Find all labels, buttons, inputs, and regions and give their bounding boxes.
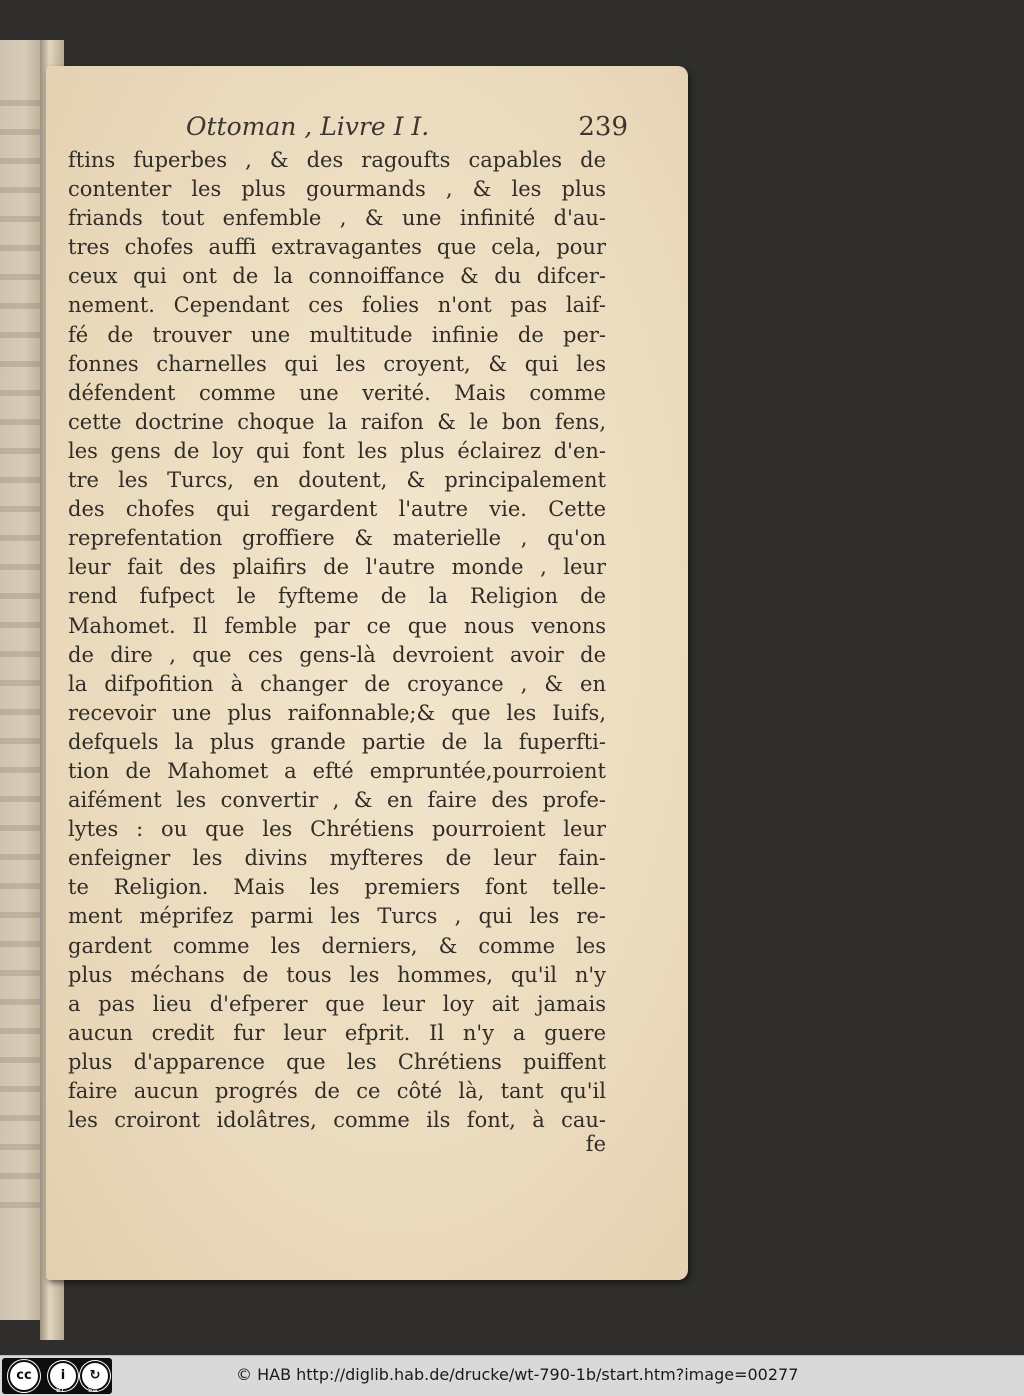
text-line: cette doctrine choque la raifon & le bon fens, [68,409,606,434]
facing-page-edge [0,40,44,1320]
text-line: ceux qui ont de la connoiffance & du difcer- [68,264,606,289]
share-alike-icon: ↻ [80,1361,110,1391]
catchword: fe [585,1132,606,1156]
book-page [46,66,688,1280]
creative-commons-icon: cc [8,1360,40,1392]
facing-page-text-bleed [0,100,40,1220]
text-line: fé de trouver une multitude infinie de per- [68,322,606,347]
text-line: lytes : ou que les Chrétiens pourroient leur [68,817,606,842]
body-text [68,146,606,1135]
text-line: de dire , que ces gens-là devroient avoir de [68,642,606,667]
text-line: les croiront idolâtres, comme ils font, à cau- [68,1108,606,1133]
text-line: fonnes charnelles qui les croyent, & qui les [68,351,606,376]
source-credit: © HAB http://diglib.hab.de/drucke/wt-790-1b/start.htm?image=00277 [236,1365,799,1384]
text-line: leur fait des plaifirs de l'autre monde , leur [68,555,606,580]
text-line: défendent comme une verité. Mais comme [68,380,606,405]
text-line: contenter les plus gourmands , & les plus [68,177,606,202]
text-line: tion de Mahomet a efté empruntée,pourroient [68,758,606,783]
text-line: Mahomet. Il femble par ce que nous venons [68,613,606,638]
text-line: ftins fuperbes , & des ragoufts capables de [68,148,606,172]
text-line: plus d'apparence que les Chrétiens puiffent [68,1049,606,1074]
text-line: a pas lieu d'efperer que leur loy ait jamais [68,991,606,1016]
text-line: defquels la plus grande partie de la fuperfti- [68,729,606,754]
text-line: la difpofition à changer de croyance , & en [68,671,606,696]
attribution-icon: i [48,1361,78,1391]
running-title: Ottoman , Livre I I. [186,112,430,141]
cc-license-badge[interactable] [2,1358,112,1394]
page-header [186,112,628,148]
text-line: gardent comme les derniers, & comme les [68,933,606,958]
text-line: enfeigner les divins myfteres de leur fain- [68,846,606,871]
page-number: 239 [578,112,628,142]
text-line: reprefentation groffiere & materielle , qu'on [68,526,606,551]
text-line: plus méchans de tous les hommes, qu'il n'y [68,962,606,987]
sa-label: SA [88,1386,98,1394]
text-line: nement. Cependant ces folies n'ont pas laif- [68,293,606,318]
text-line: te Religion. Mais les premiers font telle- [68,875,606,900]
text-line: tre les Turcs, en doutent, & principalement [68,468,606,493]
text-line: aifément les convertir , & en faire des profe- [68,788,606,813]
text-line: rend fufpect le fyfteme de la Religion de [68,584,606,609]
text-line: des chofes qui regardent l'autre vie. Cette [68,497,606,522]
text-line: tres chofes auffi extravagantes que cela, pour [68,235,606,260]
text-line: les gens de loy qui font les plus éclairez d'en- [68,438,606,463]
text-line: faire aucun progrés de ce côté là, tant qu'il [68,1079,606,1103]
text-line: aucun credit fur leur efprit. Il n'y a guere [68,1020,606,1045]
text-line: recevoir une plus raifonnable;& que les Iuifs, [68,700,606,725]
footer-bar [0,1355,1024,1396]
text-line: ment méprifez parmi les Turcs , qui les re- [68,904,606,929]
text-line: friands tout enfemble , & une infinité d'au- [68,206,606,231]
by-label: BY [56,1386,65,1394]
